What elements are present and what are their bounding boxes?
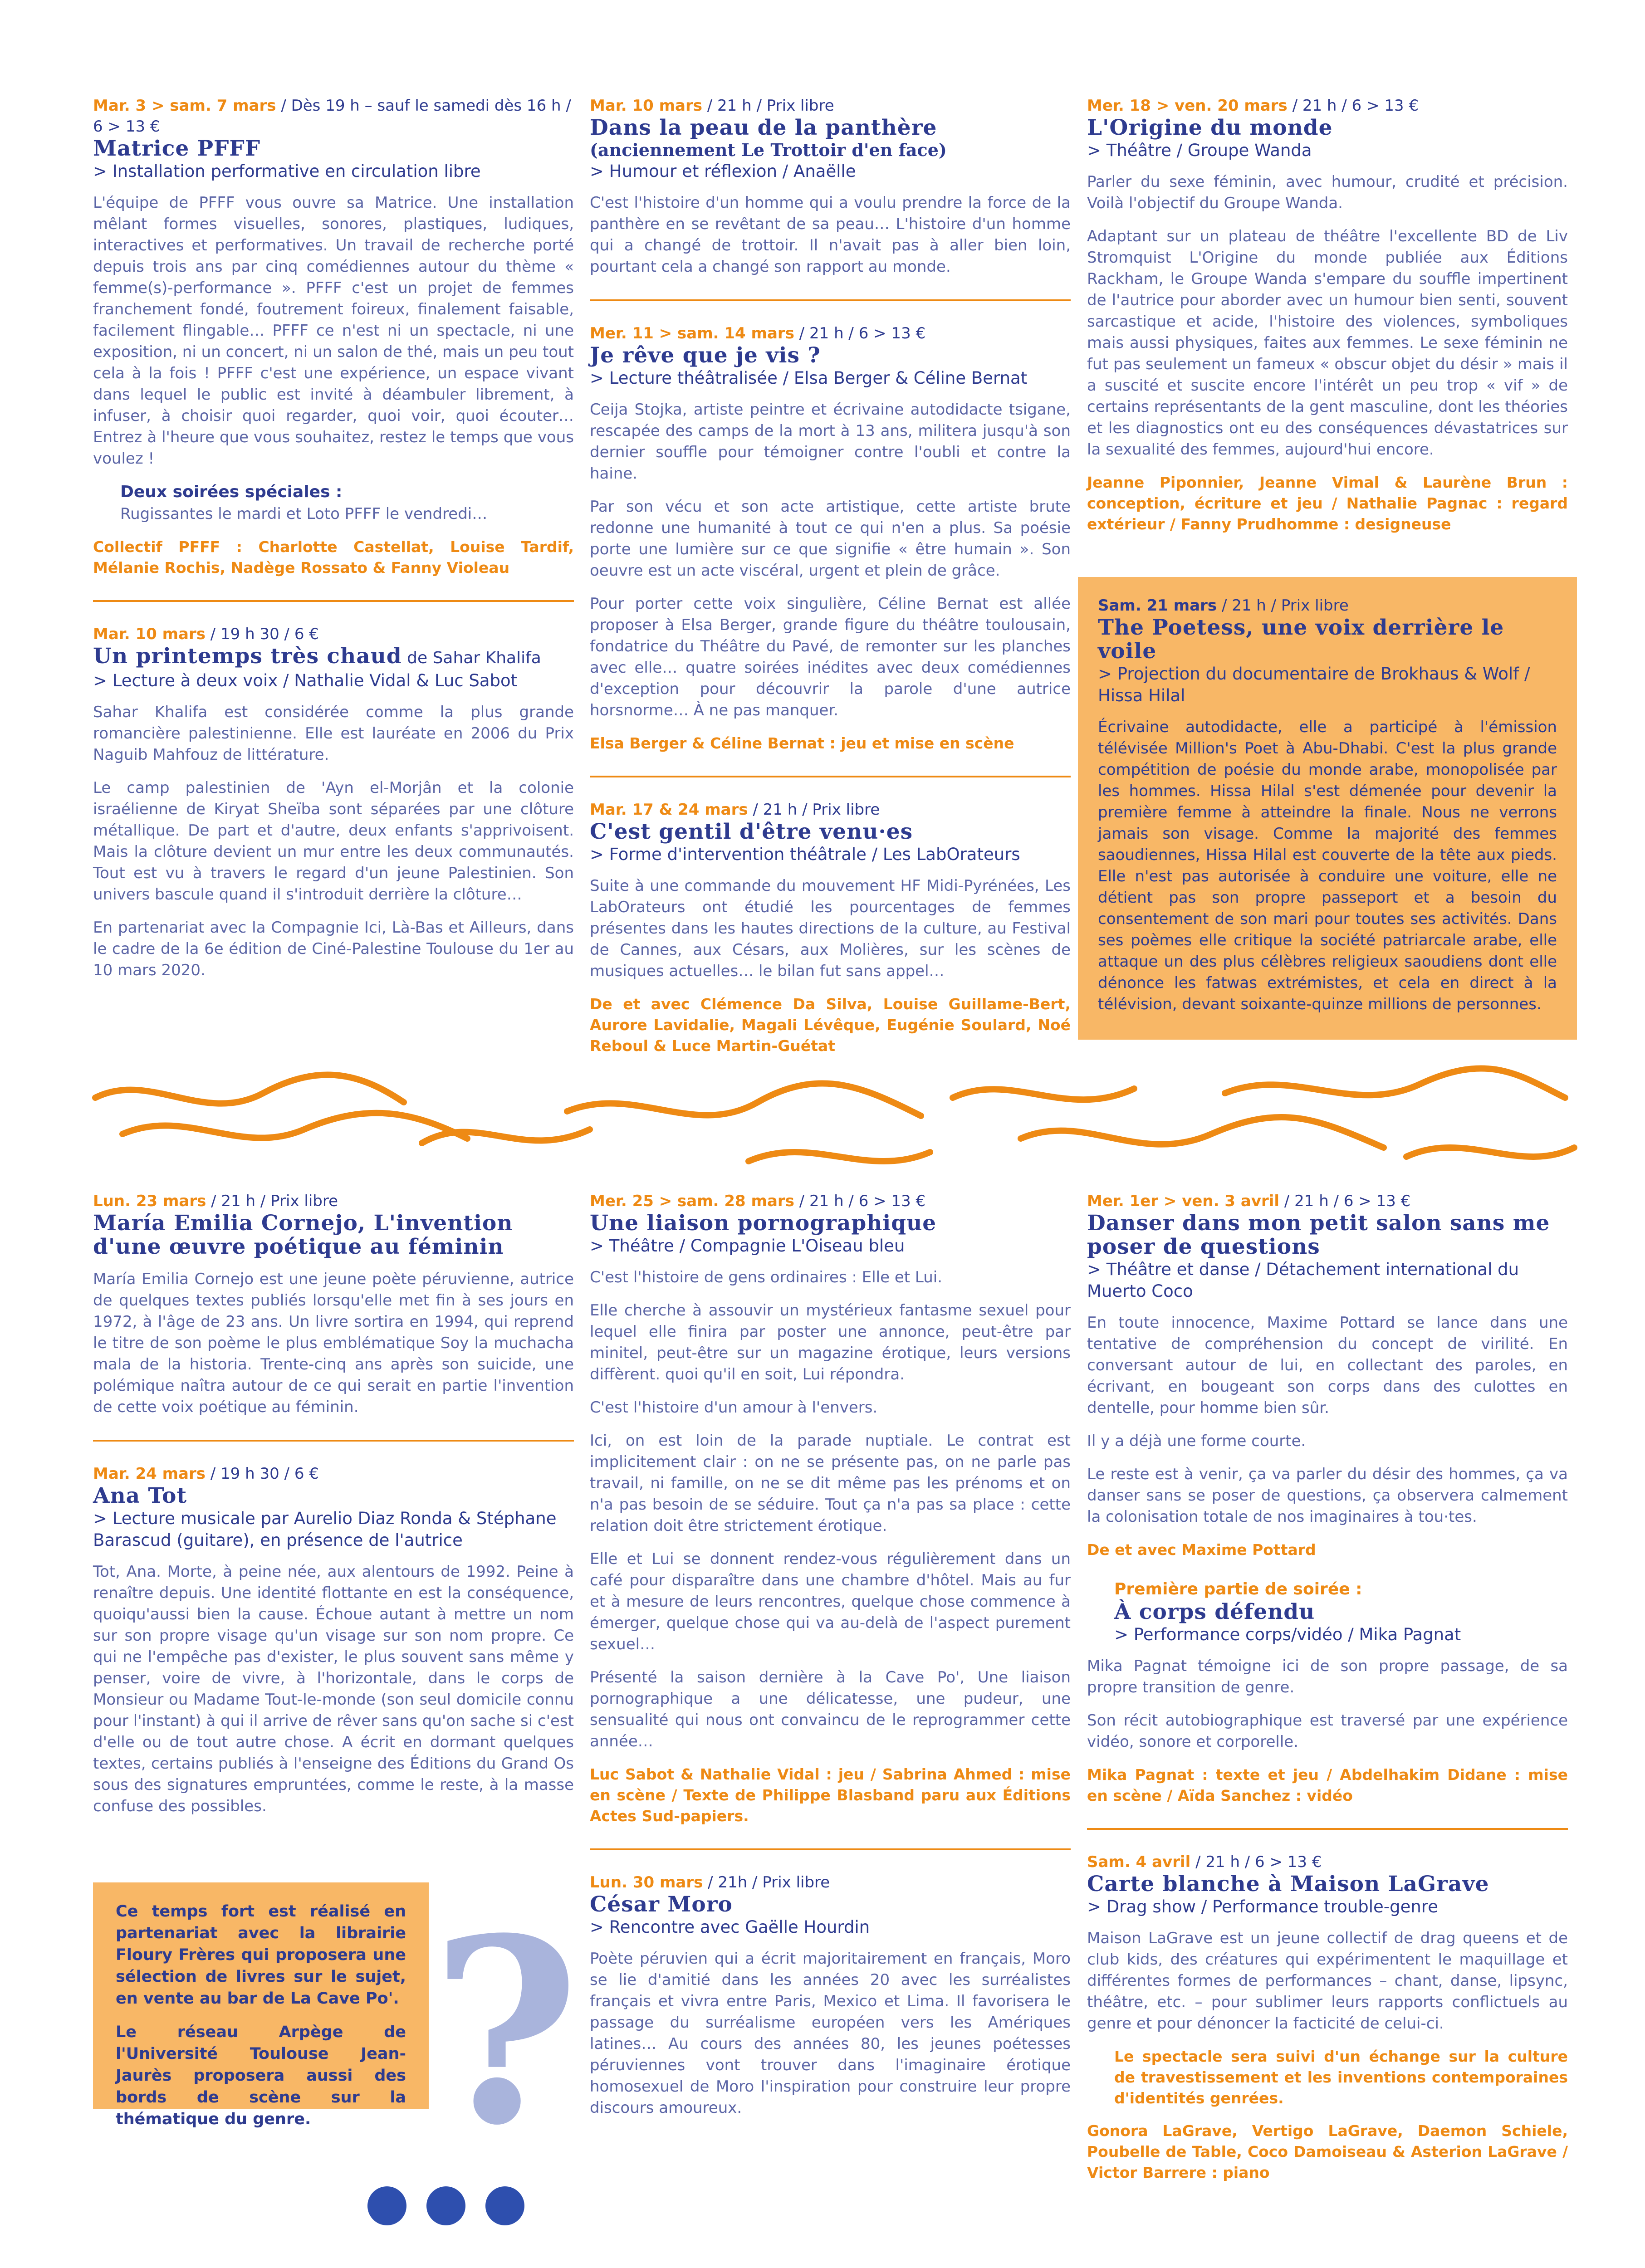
event-genre: > Lecture théâtralisée / Elsa Berger & Céline Bernat xyxy=(590,368,1028,388)
event-description: Pour porter cette voix singulière, Céline Bernat est allée proposer à Elsa Berger, grande figure du théâtre toulousain, fondatrice du Théâtre du Pavé, de remonter sur les planches avec elle… quatre soirées inédites avec deux comédiennes d'exception pour découvrir la parole d'une autrice horsnorme… À ne pas manquer. xyxy=(590,595,1071,719)
event-genre: > Drag show / Performance trouble-genre xyxy=(1087,1897,1438,1916)
event-date: Mar. 3 > sam. 7 mars / Dès 19 h – sauf le samedi dès 16 h / 6 > 13 € xyxy=(93,97,571,136)
event-matrice-pfff xyxy=(93,95,574,578)
event-title: César Moro xyxy=(590,1892,733,1917)
event-date: Mer. 1er > ven. 3 avril / 21 h / 6 > 13 € xyxy=(1087,1192,1411,1210)
highlight-box-poetess xyxy=(1078,577,1577,1040)
event-gentil xyxy=(590,799,1071,1056)
event-credits: De et avec Maxime Pottard xyxy=(1087,1541,1316,1559)
event-genre: > Projection du documentaire de Brokhaus & Wolf / Hissa Hilal xyxy=(1098,664,1530,705)
special-text: Rugissantes le mardi et Loto PFFF le vendredi… xyxy=(120,505,488,523)
dot-icon xyxy=(367,2186,406,2225)
event-description: Écrivaine autodidacte, elle a participé à l'émission télévisée Million's Poet à Abu-Dhabi. C'est la plus grande compétition de poésie du monde arabe, monopolisée par les hommes. Hissa Hilal s'est démenée pour devenir la première femme à atteindre la finale. Nous ne verrons jamais son visage. Comme la majorité des femmes saoudiennes, Hissa Hilal est couverte de la tête aux pieds. Elle n'est pas autorisée à conduire une voiture, elle ne détient pas son propre passeport et a besoin du consentement de son mari pour toutes ses activités. Dans ses poèmes elle critique la société patriarcale arabe, elle attaque un des plus célèbres religieux saoudiens dont elle dénonce les fatwas extrémistes, et cela en direct à la télévision, devant soixante-quinze millions de personnes. xyxy=(1098,718,1557,1013)
event-liaison xyxy=(590,1191,1071,1827)
event-note: Le spectacle sera suivi d'un échange sur la culture de travestissement et les inventions contemporaines d'identités genrées. xyxy=(1114,2048,1568,2107)
event-credits: Collectif PFFF : Charlotte Castellat, Louise Tardif, Mélanie Rochis, Nadège Rossato & Fanny Violeau xyxy=(93,538,574,577)
event-subtitle: (anciennement Le Trottoir d'en face) xyxy=(590,140,947,160)
event-genre: > Lecture musicale par Aurelio Diaz Ronda & Stéphane Barascud (guitare), en présence de l'autrice xyxy=(93,1509,557,1550)
event-credits: Gonora LaGrave, Vertigo LaGrave, Daemon Schiele, Poubelle de Table, Coco Damoiseau & Asterion LaGrave / Victor Barrere : piano xyxy=(1087,2122,1568,2181)
event-genre: > Humour et réflexion / Anaëlle xyxy=(590,161,856,181)
wave-decoration xyxy=(68,1043,1588,1198)
event-description: C'est l'histoire de gens ordinaires : Elle et Lui. xyxy=(590,1268,943,1286)
event-genre: > Théâtre / Compagnie L'Oiseau bleu xyxy=(590,1236,905,1256)
event-description: Son récit autobiographique est traversé par une expérience vidéo, sonore et corporelle. xyxy=(1087,1711,1568,1751)
event-origine xyxy=(1087,95,1568,535)
divider xyxy=(93,600,574,602)
event-title: María Emilia Cornejo, L'invention d'une œuvre poétique au féminin xyxy=(93,1211,513,1259)
dot-icon xyxy=(485,2186,524,2225)
partner-text: Le réseau Arpège de l'Université Toulouse Jean-Jaurès proposera aussi des bords de scène sur la thématique du genre. xyxy=(116,2023,406,2128)
event-description: Il y a déjà une forme courte. xyxy=(1087,1432,1306,1450)
event-description: Adaptant sur un plateau de théâtre l'excellente BD de Liv Stromquist L'Origine du monde publiée aux Éditions Rackham, le Groupe Wanda s'empare du souffle impertinent de l'autrice pour aborder avec un humour bien senti, souvent sarcastique et acide, l'histoire des violences, symboliques mais aussi physiques, faites aux femmes. Le sexe féminin ne fut pas seulement un fameux « obscur objet du désir » mais il a suscité et suscite encore l'intérêt un peu trop « vif » de certains représentants de la gent masculine, dont les théories et les diagnostics ont eu des conséquences dévastatrices sur la sexualité des femmes, aujourd'hui encore. xyxy=(1087,227,1568,459)
divider xyxy=(590,299,1071,301)
event-title: The Poetess, une voix derrière le voile xyxy=(1098,615,1504,664)
event-title: Matrice PFFF xyxy=(93,136,261,161)
event-date: Mer. 18 > ven. 20 mars / 21 h / 6 > 13 € xyxy=(1087,97,1419,115)
first-part-heading: Première partie de soirée : xyxy=(1114,1580,1362,1598)
question-decoration xyxy=(327,1883,580,2232)
event-genre: > Rencontre avec Gaëlle Hourdin xyxy=(590,1917,870,1937)
event-genre: > Installation performative en circulation libre xyxy=(93,161,481,181)
first-part-title: À corps défendu xyxy=(1114,1599,1315,1624)
event-date: Mar. 10 mars / 19 h 30 / 6 € xyxy=(93,625,319,643)
question-mark-icon: ? xyxy=(431,1883,580,2181)
event-title: Danser dans mon petit salon sans me poser de questions xyxy=(1087,1211,1550,1259)
event-description: En toute innocence, Maxime Pottard se lance dans une tentative de compréhension du concept de virilité. En conversant autour de lui, en collectant des paroles, en écrivant, en bougeant son corps dans des culottes en dentelle, pour homme bien sûr. xyxy=(1087,1314,1568,1417)
event-description: Le reste est à venir, ça va parler du désir des hommes, ça va danser sans se poser de questions, ça observera calmement la colonisation totale de nos imaginaires à tou·tes. xyxy=(1087,1465,1568,1526)
event-credits: Luc Sabot & Nathalie Vidal : jeu / Sabrina Ahmed : mise en scène / Texte de Philippe Blasband paru aux Éditions Actes Sud-papiers. xyxy=(590,1765,1071,1825)
event-credits: Mika Pagnat : texte et jeu / Abdelhakim Didane : mise en scène / Aïda Sanchez : vidéo xyxy=(1087,1766,1568,1804)
event-date: Mar. 17 & 24 mars / 21 h / Prix libre xyxy=(590,801,880,819)
partner-text: Ce temps fort est réalisé en partenariat avec la librairie Floury Frères qui proposera une sélection de livres sur le sujet, en vente au bar de La Cave Po'. xyxy=(116,1902,406,2008)
event-description: Suite à une commande du mouvement HF Midi-Pyrénées, Les LabOrateurs ont étudié les pourcentages de femmes présentes dans les hautes directions de la culture, au Festival de Cannes, aux Césars, aux Molières, sur les scènes de musiques actuelles… le bilan fut sans appel… xyxy=(590,877,1071,980)
special-heading: Deux soirées spéciales : xyxy=(120,483,343,501)
event-date: Mer. 11 > sam. 14 mars / 21 h / 6 > 13 € xyxy=(590,324,926,342)
event-description: Tot, Ana. Morte, à peine née, aux alentours de 1992. Peine à renaître depuis. Une identité flottante en est la conséquence, quoiqu'aussi bien la cause. Échoue autant à mettre un nom sur son propre visage qu'un visage sur son nom propre. Ce qui ne l'empêche pas d'exister, le plus souvent sans même y penser, voire de vivre, à l'horizontale, dans le corps de Monsieur ou Madame Tout-le-monde (son seul domicile connu pour l'instant) à qui il arrive de rêver sans qu'on sache si c'est d'elle ou de tout autre chose. A écrit en dormant quelques textes, certains publiés à l'enseigne des Éditions du Grand Os sous des signatures empruntées, comme le reste, à la masse confuse des possibles. xyxy=(93,1563,574,1815)
event-description: Elle cherche à assouvir un mystérieux fantasme sexuel pour lequel elle finira par poster une annonce, peut-être par minitel, peut-être sur un magazine érotique, leurs versions diffèrent. quoi qu'il en soit, Lui répondra. xyxy=(590,1301,1071,1383)
column-2-lower xyxy=(590,1191,1071,2141)
event-description: Par son vécu et son acte artistique, cette artiste brute redonne une humanité à tout ce qui n'en a plus. Sa poésie porte une lumière sur ce que signifie « être humain ». Son oeuvre est un acte viscéral, urgent et plein de grâce. xyxy=(590,498,1071,580)
event-date: Sam. 21 mars / 21 h / Prix libre xyxy=(1098,596,1349,615)
event-description: Présenté la saison dernière à la Cave Po', Une liaison pornographique a une délicatesse, une pudeur, une sensualité qui nous ont convaincu de le reprogrammer cette année… xyxy=(590,1668,1071,1750)
event-description: Parler du sexe féminin, avec humour, crudité et précision. Voilà l'objectif du Groupe Wanda. xyxy=(1087,173,1568,212)
event-danser xyxy=(1087,1191,1568,1806)
event-title: Carte blanche à Maison LaGrave xyxy=(1087,1872,1489,1897)
divider xyxy=(590,776,1071,777)
event-date: Mer. 25 > sam. 28 mars / 21 h / 6 > 13 € xyxy=(590,1192,926,1210)
event-credits: Jeanne Piponnier, Jeanne Vimal & Laurène Brun : conception, écriture et jeu / Nathalie Pagnac : regard extérieur / Fanny Prudhomme : designeuse xyxy=(1087,474,1568,533)
event-description: Ceija Stojka, artiste peintre et écrivaine autodidacte tsigane, rescapée des camps de la mort à 13 ans, militera jusqu'à son dernier souffle pour témoigner contre l'oubli et contre la haine. xyxy=(590,401,1071,483)
event-ana-tot xyxy=(93,1463,574,1817)
event-title: C'est gentil d'être venu·es xyxy=(590,819,913,844)
dot-icon xyxy=(426,2186,465,2225)
event-description: C'est l'histoire d'un homme qui a voulu prendre la force de la panthère en se revêtant de sa peau… L'histoire d'un homme qui a changé de trottoir. Il n'avait pas à aller bien loin, pourtant cela a changé son rapport au monde. xyxy=(590,194,1071,276)
column-3-lower xyxy=(1087,1191,1568,2205)
event-title: L'Origine du monde xyxy=(1087,115,1333,140)
event-genre: > Lecture à deux voix / Nathalie Vidal & Luc Sabot xyxy=(93,671,518,690)
event-credits: De et avec Clémence Da Silva, Louise Guillame-Bert, Aurore Lavidalie, Magali Lévêque, Eugénie Soulard, Noé Reboul & Luce Martin-Guétat xyxy=(590,995,1071,1055)
column-3 xyxy=(1087,95,1568,557)
event-description: Ici, on est loin de la parade nuptiale. Le contrat est implicitement clair : on ne se présente pas, on ne parle pas travail, ni famille, on ne se dit même pas les prénoms et on n'a pas besoin de se séduire. Tout ça n'a pas sa place : cette relation doit être strictement érotique. xyxy=(590,1432,1071,1535)
event-description: Poète péruvien qui a écrit majoritairement en français, Moro se lie d'amitié dans les années 20 avec les surréalistes français et vivra entre Paris, Mexico et Lima. Il favorisera le passage du surréalisme européen vers les Amériques latines… Au cours des années 80, les jeunes poétesses péruviennes vont trouver dans l'imaginaire érotique homosexuel de Moro l'inspiration pour construire leur propre discours amoureux. xyxy=(590,1950,1071,2117)
event-date: Lun. 30 mars / 21h / Prix libre xyxy=(590,1873,830,1892)
event-description: En partenariat avec la Compagnie Ici, Là-Bas et Ailleurs, dans le cadre de la 6e édition de Ciné-Palestine Toulouse du 1er au 10 mars 2020. xyxy=(93,919,574,979)
divider xyxy=(93,1440,574,1442)
special-evenings xyxy=(120,481,574,525)
event-cesar-moro xyxy=(590,1872,1071,2119)
event-title: Dans la peau de la panthère xyxy=(590,115,937,140)
event-panthere xyxy=(590,95,1071,278)
event-description: L'équipe de PFFF vous ouvre sa Matrice. Une installation mêlant formes visuelles, sonores, plastiques, ludiques, interactives et performatives. Un travail de recherche porté depuis trois ans par cinq comédiennes autour du thème « femme(s)-performance ». PFFF c'est un projet de femmes franchement fondé, foutrement foireux, finalement faisable, facilement flingable… PFFF ce n'est ni un spectacle, ni une exposition, ni un concert, ni un salon de thé, mais un peu tout cela à la fois ! PFFF c'est une expérience, un espace vivant dans lequel le public est invité à déambuler librement, à infuser, à choisir quoi regarder, quoi voir, quoi écouter… Entrez à l'heure que vous souhaitez, restez le temps que vous voulez ! xyxy=(93,194,574,468)
event-date: Mar. 10 mars / 21 h / Prix libre xyxy=(590,97,834,115)
event-description: Mika Pagnat témoigne ici de son propre passage, de sa propre transition de genre. xyxy=(1087,1657,1568,1696)
event-description: María Emilia Cornejo est une jeune poète péruvienne, autrice de quelques textes publiés lorsqu'elle met fin à ses jours en 1972, à l'âge de 23 ans. Un livre sortira en 1994, qui reprend le titre de son poème le plus emblématique Soy la muchacha mala de la historia. Trente-cinq ans après son suicide, une polémique naîtra autour de ce qui serait en partie l'invention de cette voix poétique au féminin. xyxy=(93,1270,574,1416)
event-title: Je rêve que je vis ? xyxy=(590,343,821,368)
event-lagrave xyxy=(1087,1852,1568,2183)
event-date: Lun. 23 mars / 21 h / Prix libre xyxy=(93,1192,338,1210)
column-1-lower xyxy=(93,1191,574,1839)
event-genre: > Forme d'intervention théâtrale / Les LabOrateurs xyxy=(590,845,1020,864)
event-description: Sahar Khalifa est considérée comme la plus grande romancière palestinienne. Elle est lauréate en 2006 du Prix Naguib Mahfouz de littérature. xyxy=(93,703,574,764)
event-je-reve xyxy=(590,323,1071,754)
first-part-genre: > Performance corps/vidéo / Mika Pagnat xyxy=(1114,1625,1461,1644)
event-printemps xyxy=(93,624,574,981)
divider xyxy=(1087,1828,1568,1830)
event-description: Elle et Lui se donnent rendez-vous régulièrement dans un café pour disparaître dans une chambre d'hôtel. Mais au fur et à mesure de leurs rencontres, quelque chose commence à émerger, quelque chose qui va au-delà de l'aspect purement sexuel… xyxy=(590,1550,1071,1653)
event-title: Ana Tot xyxy=(93,1483,187,1508)
event-genre: > Théâtre et danse / Détachement international du Muerto Coco xyxy=(1087,1260,1519,1301)
event-description: Le camp palestinien de 'Ayn el-Morjân et la colonie israélienne de Kiryat Sheïba sont séparées par une clôture métallique. De part et d'autre, deux enfants s'apprivoisent. Mais la clôture devient un mur entre les deux communautés. Tout est vu à travers le regard d'un jeune Palestinien. Son univers bascule quand il s'introduit derrière la clôture… xyxy=(93,779,574,904)
event-description: Maison LaGrave est un jeune collectif de drag queens et de club kids, des créatures qui expérimentent le maquillage et différentes formes de performances – chant, danse, lipsync, théâtre, etc. – pour sublimer leurs rapports conflictuels au genre et pour dénoncer la facticité de celui-ci. xyxy=(1087,1929,1568,2033)
divider xyxy=(590,1848,1071,1850)
event-cornejo xyxy=(93,1191,574,1418)
event-date: Mar. 24 mars / 19 h 30 / 6 € xyxy=(93,1465,319,1483)
column-2 xyxy=(590,95,1071,1078)
event-genre: > Théâtre / Groupe Wanda xyxy=(1087,141,1312,160)
event-credits: Elsa Berger & Céline Bernat : jeu et mise en scène xyxy=(590,734,1014,752)
column-1 xyxy=(93,95,574,1003)
event-description: C'est l'histoire d'un amour à l'envers. xyxy=(590,1398,878,1417)
event-title: Une liaison pornographique xyxy=(590,1211,937,1236)
event-title: Un printemps très chaud de Sahar Khalifa xyxy=(93,644,541,669)
event-date: Sam. 4 avril / 21 h / 6 > 13 € xyxy=(1087,1853,1322,1871)
first-part-block xyxy=(1114,1579,1568,1646)
